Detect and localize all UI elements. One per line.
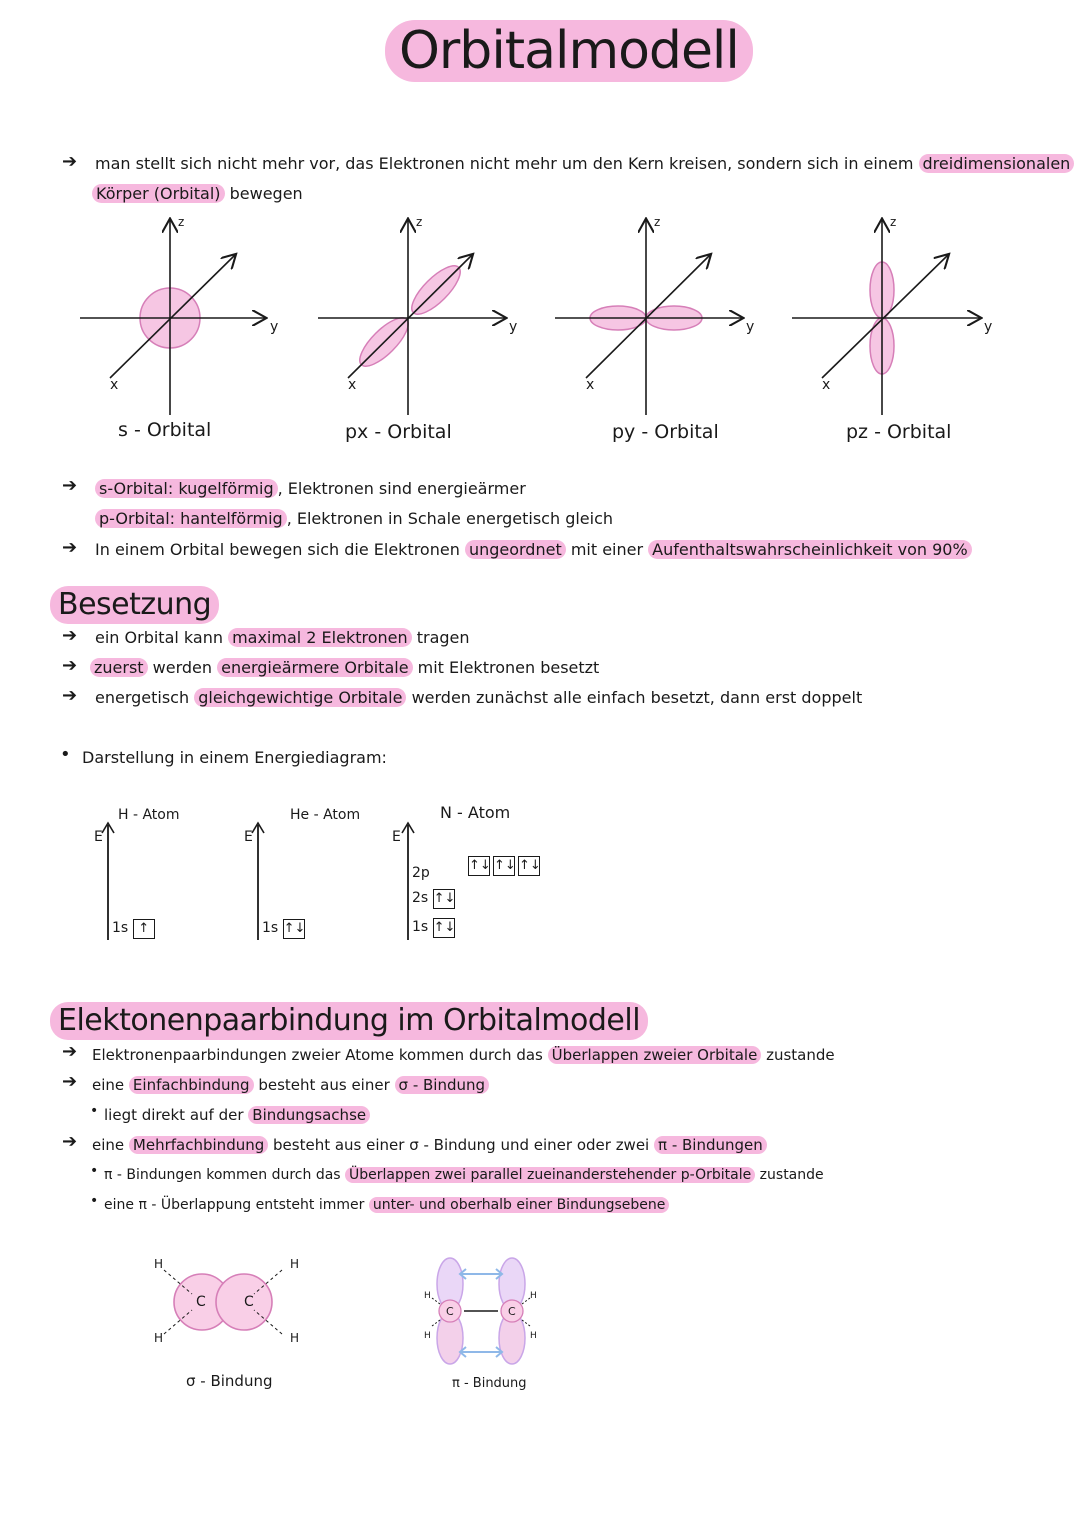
fact-s-orbital [95, 477, 526, 501]
axis-x-label: x [110, 377, 119, 393]
bullet-dot: • [90, 1163, 99, 1179]
level-label: 1s [262, 920, 279, 936]
he-level-1s [262, 919, 308, 939]
x-axis [348, 255, 472, 378]
arrow-bullet: ➔ [62, 1041, 78, 1062]
rule-text: ein Orbital kann [95, 628, 223, 647]
rule-text: eine π - Überlappung entsteht immer [104, 1197, 365, 1213]
sigma-bond-caption: σ - Bindung [186, 1372, 273, 1390]
h-level-1s [112, 919, 158, 939]
pz-orbital-diagram [792, 220, 980, 415]
fact-move-highlight-2: Aufenthaltswahrscheinlichkeit von 90% [648, 540, 972, 559]
fact-p-orbital [95, 507, 613, 531]
n-2p-box: ↑↓ [468, 856, 490, 876]
axis-y-label: y [984, 319, 993, 335]
bullet-dot: • [90, 1103, 99, 1119]
rule-text: besteht aus einer σ - Bindung und einer oder zwei [273, 1136, 650, 1154]
h-orbital-box: ↑ [133, 919, 155, 939]
rule-highlight: Mehrfachbindung [129, 1136, 268, 1154]
bond-rule-5 [104, 1163, 824, 1187]
n-atom-title: N - Atom [440, 803, 511, 822]
px-orbital-caption: px - Orbital [345, 421, 452, 443]
energy-diagram-intro: Darstellung in einem Energiediagram: [82, 748, 387, 767]
rule-text: zustande [759, 1167, 824, 1183]
fact-p-text: , Elektronen in Schale energetisch gleich [286, 509, 614, 528]
rule-highlight: Überlappen zwei parallel zueinanderstehender p-Orbitale [345, 1167, 755, 1183]
section-heading-besetzung: Besetzung [50, 586, 219, 624]
rule-text: Elektronenpaarbindungen zweier Atome kommen durch das [92, 1046, 543, 1064]
fact-movement [95, 538, 972, 562]
energy-label: E [244, 829, 253, 845]
axis-z-label: z [654, 215, 661, 229]
energy-label: E [94, 829, 103, 845]
hydrogen-atom-label: H [154, 1257, 164, 1271]
intro-text: man stellt sich nicht mehr vor, das Elektronen nicht mehr um den Kern kreisen, sondern sich in einem [95, 154, 914, 173]
intro-highlight-2: Körper (Orbital) [92, 184, 225, 203]
hydrogen-atom-label: H [290, 1331, 300, 1345]
n-level-2p-boxes [468, 856, 543, 876]
rule-text: mit Elektronen besetzt [417, 658, 600, 677]
arrow-bullet: ➔ [62, 625, 78, 646]
arrow-bullet: ➔ [62, 685, 78, 706]
arrow-bullet: ➔ [62, 475, 78, 496]
intro-highlight: dreidimensionalen [919, 154, 1075, 173]
axis-x-label: x [348, 377, 357, 393]
rule-text: tragen [416, 628, 470, 647]
bond-rule-2 [92, 1073, 489, 1097]
pi-bond-drawing [420, 1250, 560, 1370]
hydrogen-atom-label: H [424, 1291, 431, 1301]
axis-z-label: z [178, 215, 185, 229]
rule-text: zustande [766, 1046, 835, 1064]
carbon-atom-label: C [196, 1294, 206, 1310]
s-orbital-diagram [80, 220, 265, 415]
energy-label: E [392, 829, 401, 845]
rule-text: eine [92, 1136, 125, 1154]
axis-z-label: z [890, 215, 897, 229]
rule-text: eine [92, 1076, 125, 1094]
intro-line-1 [95, 152, 1074, 176]
rule-highlight: Bindungsachse [248, 1106, 370, 1124]
rule-text: werden zunächst alle einfach besetzt, dann erst doppelt [411, 688, 863, 707]
rule-text: besteht aus einer [258, 1076, 390, 1094]
hydrogen-atom-label: H [424, 1331, 431, 1341]
he-orbital-box: ↑↓ [283, 919, 305, 939]
py-orbital-caption: py - Orbital [612, 421, 719, 443]
carbon-atom-label: C [446, 1305, 454, 1318]
level-label: 2s [412, 890, 429, 906]
rule-text: werden [152, 658, 213, 677]
n-level-2s [412, 889, 458, 909]
n-level-2p-label: 2p [412, 865, 430, 881]
rule-highlight: Einfachbindung [129, 1076, 254, 1094]
fact-s-text: , Elektronen sind energieärmer [277, 479, 526, 498]
arrow-bullet: ➔ [62, 1131, 78, 1152]
axis-x-label: x [586, 377, 595, 393]
rule-highlight: π - Bindungen [654, 1136, 767, 1154]
px-orbital-diagram [318, 220, 505, 415]
s-orbital-caption: s - Orbital [118, 419, 212, 441]
pi-bond-caption: π - Bindung [452, 1376, 527, 1391]
hydrogen-atom-label: H [154, 1331, 164, 1345]
bond-rule-3 [104, 1103, 370, 1127]
fact-s-highlight: s-Orbital: kugelförmig [95, 479, 278, 498]
axis-y-label: y [509, 319, 518, 335]
rule-highlight: σ - Bindung [395, 1076, 489, 1094]
level-label: 1s [112, 920, 129, 936]
bond-rule-4 [92, 1133, 767, 1157]
arrow-bullet: ➔ [62, 1071, 78, 1092]
page-title: Orbitalmodell [385, 20, 753, 82]
arrow-bullet: ➔ [62, 655, 78, 676]
intro-line-2 [92, 182, 303, 206]
fact-move-text-2: mit einer [570, 540, 644, 559]
carbon-atom-label: C [244, 1294, 254, 1310]
rule-highlight: gleichgewichtige Orbitale [194, 688, 406, 707]
rule-3 [95, 686, 862, 710]
rule-text: π - Bindungen kommen durch das [104, 1167, 341, 1183]
bullet-dot: • [90, 1193, 99, 1209]
rule-highlight: zuerst [90, 658, 148, 677]
hydrogen-atom-label: H [530, 1291, 537, 1301]
intro-text-2: bewegen [229, 184, 303, 203]
bond-rule-6 [104, 1193, 669, 1217]
arrow-bullet: ➔ [62, 151, 78, 172]
h-atom-title: H - Atom [118, 807, 180, 823]
rule-highlight: maximal 2 Elektronen [228, 628, 412, 647]
rule-text: liegt direkt auf der [104, 1106, 244, 1124]
level-label: 1s [412, 919, 429, 935]
pz-orbital-caption: pz - Orbital [846, 421, 952, 443]
axis-z-label: z [416, 215, 423, 229]
fact-move-text: In einem Orbital bewegen sich die Elektronen [95, 540, 460, 559]
arrow-bullet: ➔ [62, 537, 78, 558]
rule-1 [95, 626, 470, 650]
rule-highlight: unter- und oberhalb einer Bindungsebene [369, 1197, 670, 1213]
axis-y-label: y [270, 319, 279, 335]
he-atom-title: He - Atom [290, 807, 361, 823]
n-2s-box: ↑↓ [433, 889, 455, 909]
fact-p-highlight: p-Orbital: hantelförmig [95, 509, 287, 528]
bond-rule-1 [92, 1043, 835, 1067]
hydrogen-atom-label: H [290, 1257, 300, 1271]
axis-x-label: x [822, 377, 831, 393]
section-heading-bonding: Elektonenpaarbindung im Orbitalmodell [50, 1002, 648, 1040]
hydrogen-atom-label: H [530, 1331, 537, 1341]
x-axis [110, 255, 235, 378]
energy-axes [80, 815, 580, 965]
rule-highlight: Überlappen zweier Orbitale [548, 1046, 762, 1064]
bullet-dot: • [60, 744, 71, 765]
sigma-bond-drawing [140, 1250, 340, 1360]
axis-y-label: y [746, 319, 755, 335]
carbon-atom-label: C [508, 1305, 516, 1318]
n-1s-box: ↑↓ [433, 918, 455, 938]
rule-highlight: energieärmere Orbitale [217, 658, 412, 677]
n-level-1s [412, 918, 458, 938]
n-2p-box: ↑↓ [493, 856, 515, 876]
py-orbital-diagram [555, 220, 742, 415]
fact-move-highlight: ungeordnet [465, 540, 566, 559]
n-2p-box: ↑↓ [518, 856, 540, 876]
rule-2 [90, 656, 599, 680]
rule-text: energetisch [95, 688, 190, 707]
